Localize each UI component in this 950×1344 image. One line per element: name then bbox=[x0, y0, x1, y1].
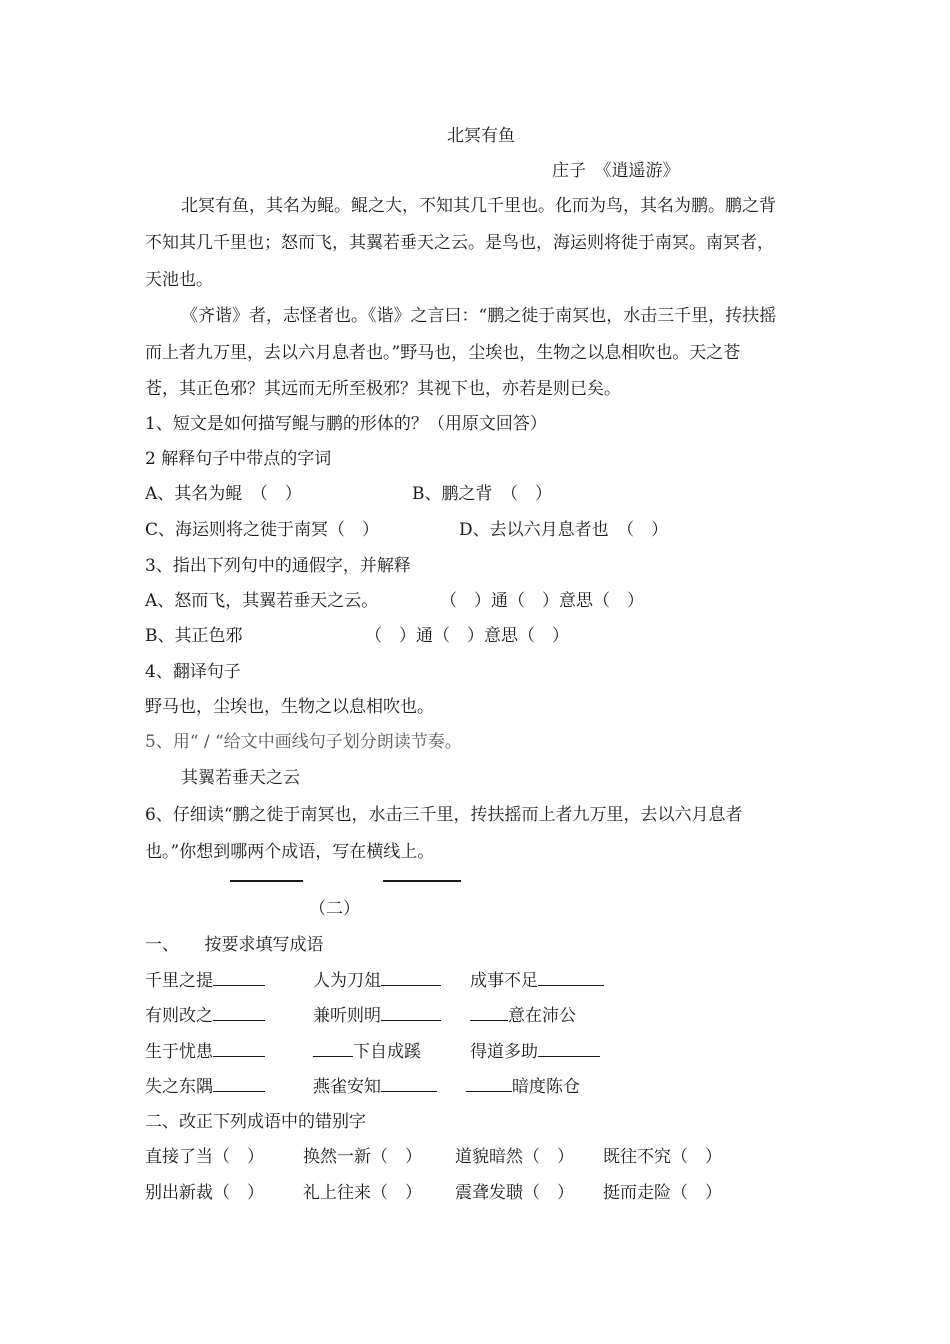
question-1: 1、短文是如何描写鲲与鹏的形体的？（用原文回答） bbox=[145, 414, 547, 434]
question-2c: C、海运则将之徙于南冥（ ） bbox=[145, 520, 380, 540]
idiom-blank[interactable] bbox=[538, 1039, 600, 1057]
idiom-blank[interactable] bbox=[381, 968, 441, 986]
idiom-blank[interactable] bbox=[213, 968, 265, 986]
paragraph-line: 而上者九万里，去以六月息者也。”野马也，尘埃也，生物之以息相吹也。天之苍 bbox=[145, 343, 741, 363]
question-6: 也。”你想到哪两个成语，写在横线上。 bbox=[145, 842, 435, 862]
idiom-blank[interactable] bbox=[381, 1003, 441, 1021]
correction-item: 既往不究（ ） bbox=[603, 1147, 722, 1167]
question-5-sentence: 其翼若垂天之云 bbox=[181, 768, 300, 788]
correction-item: 直接了当（ ） bbox=[145, 1147, 264, 1167]
question-2: 2 解释句子中带点的字词 bbox=[145, 449, 332, 469]
idiom-blank[interactable] bbox=[466, 1074, 512, 1092]
idiom-item: 生于忧患 bbox=[145, 1039, 265, 1064]
question-3: 3、指出下列句中的通假字，并解释 bbox=[145, 556, 411, 576]
question-5: 5、用“ / “给文中画线句子划分朗读节奏。 bbox=[145, 732, 462, 752]
idiom-item: 失之东隅 bbox=[145, 1074, 265, 1099]
idiom-blank[interactable] bbox=[470, 1003, 508, 1021]
exercise-1-heading: 一、 按要求填写成语 bbox=[145, 935, 324, 955]
question-2b: B、鹏之背 （ ） bbox=[412, 484, 552, 504]
idiom-item: 千里之提 bbox=[145, 968, 265, 993]
idiom-blank[interactable] bbox=[213, 1074, 265, 1092]
paragraph-line: 《齐谐》者，志怪者也。《谐》之言曰：“鹏之徙于南冥也，水击三千里，抟扶摇 bbox=[181, 306, 777, 326]
idiom-item: 兼听则明 bbox=[313, 1003, 441, 1028]
idiom-blank[interactable] bbox=[213, 1003, 265, 1021]
correction-item: 挺而走险（ ） bbox=[603, 1183, 722, 1203]
paragraph-line: 北冥有鱼，其名为鲲。鲲之大，不知其几千里也。化而为鸟，其名为鹏。鹏之背 bbox=[181, 196, 776, 216]
idiom-item: 暗度陈仓 bbox=[466, 1074, 580, 1099]
correction-item: 道貌暗然（ ） bbox=[455, 1147, 574, 1167]
question-3b-text: B、其正色邪 bbox=[145, 626, 243, 646]
correction-item: 别出新裁（ ） bbox=[145, 1183, 264, 1203]
question-3a-fill: （ ）通（ ）意思（ ） bbox=[440, 591, 644, 611]
idiom-blank[interactable] bbox=[381, 1074, 437, 1092]
idiom-item: 人为刀俎 bbox=[313, 968, 441, 993]
idiom-blank[interactable] bbox=[538, 968, 604, 986]
idiom-item: 燕雀安知 bbox=[313, 1074, 437, 1099]
question-4-sentence: 野马也，尘埃也，生物之以息相吹也。 bbox=[145, 697, 434, 717]
correction-item: 换然一新（ ） bbox=[303, 1147, 422, 1167]
question-3b-fill: （ ）通（ ）意思（ ） bbox=[365, 626, 569, 646]
idiom-item: 意在沛公 bbox=[470, 1003, 576, 1028]
correction-item: 震聋发聩（ ） bbox=[455, 1183, 574, 1203]
paragraph-line: 不知其几千里也；怒而飞，其翼若垂天之云。是鸟也，海运则将徙于南冥。南冥者， bbox=[145, 233, 774, 253]
question-6: 6、仔细读“鹏之徙于南冥也，水击三千里，抟扶摇而上者九万里，去以六月息者 bbox=[145, 805, 743, 825]
idiom-blank[interactable] bbox=[213, 1039, 265, 1057]
section-2-heading: （二） bbox=[309, 899, 360, 919]
correction-item: 礼上往来（ ） bbox=[303, 1183, 422, 1203]
author-line: 庄子 《逍遥游》 bbox=[552, 161, 680, 181]
question-2a: A、其名为鲲 （ ） bbox=[145, 484, 302, 504]
idiom-item: 下自成蹊 bbox=[313, 1039, 421, 1064]
idiom-item: 得道多助 bbox=[470, 1039, 600, 1064]
answer-blank-1[interactable] bbox=[230, 880, 303, 882]
exercise-2-heading: 二、改正下列成语中的错别字 bbox=[145, 1112, 366, 1132]
page-title: 北冥有鱼 bbox=[447, 126, 515, 146]
question-2d: D、去以六月息者也 （ ） bbox=[459, 520, 669, 540]
answer-blank-2[interactable] bbox=[383, 880, 461, 882]
paragraph-line: 天池也。 bbox=[145, 270, 213, 290]
idiom-blank[interactable] bbox=[313, 1039, 353, 1057]
question-3a-text: A、怒而飞，其翼若垂天之云。 bbox=[145, 591, 379, 611]
question-4: 4、翻译句子 bbox=[145, 662, 241, 682]
paragraph-line: 苍，其正色邪？其远而无所至极邪？其视下也，亦若是则已矣。 bbox=[145, 379, 621, 399]
idiom-item: 有则改之 bbox=[145, 1003, 265, 1028]
idiom-item: 成事不足 bbox=[470, 968, 604, 993]
